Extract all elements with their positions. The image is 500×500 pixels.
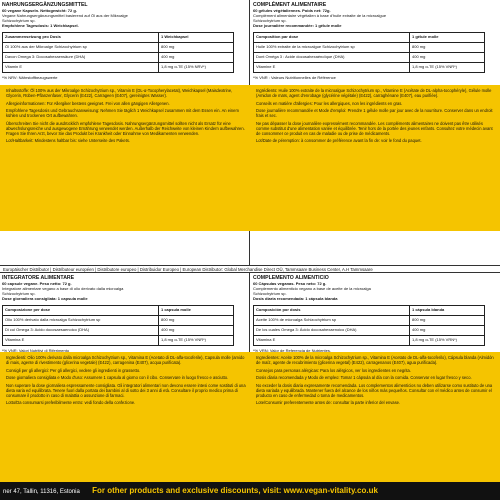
table-header: 1 cápsula blanda <box>410 306 485 316</box>
table-cell: 800 mg <box>159 316 234 326</box>
it-usage: Dose giornaliera consigliata e Modo d'uso: Assumere 1 capsula al giorno con il cibo. Conservare in luogo fresco e asciutto. <box>6 375 229 380</box>
table-row <box>3 63 234 73</box>
table-cell: 1,8 mg α-TE (15% VNR*) <box>410 63 485 73</box>
table-row <box>3 336 234 346</box>
table-cell: Olio 100% derivato dalla microalga Schizochytrium sp <box>3 316 159 326</box>
de-warnings: Überschreiten Sie nicht die ausdrücklich empfohlene Tagesdosis. Nahrungsergänzungsmittel sollten nicht als Ersatz für eine abwechslungsreiche und ausgewogene Ernährung verwendet werden. Außerhalb der Reichweite von kleinen Kindern aufbewahren. Fragen Sie Ihren Arzt, bevor Sie das Produkt bei Krankheit oder Einnahme von Medikamenten verwenden. <box>6 120 245 136</box>
fr-usage: Dose journalière recommandée et Mode d'emploi: Prendre 1 gélule molle par jour avec de la nourriture. Conserver dans un endroit frais et sec. <box>256 108 493 118</box>
es-footnote: *% VRN: Valor de Referencia de Nutrientes. <box>253 348 331 353</box>
es-nutrition-table <box>253 305 485 346</box>
table-row <box>254 316 485 326</box>
table-row <box>3 316 234 326</box>
it-line: 60 capsule vegane. Peso netto: 72 g. <box>2 281 72 286</box>
de-footnote: *% NRV: Nährstoffbezugswerte <box>2 75 58 80</box>
table-cell: 400 mg <box>159 326 234 336</box>
table-row <box>3 53 234 63</box>
footer-bar <box>0 482 500 500</box>
de-lot: Lot/Haltbarkeit: Mindestens haltbar bis: siehe Unterseite des Pakets. <box>6 138 131 143</box>
es-line: Schizochytrium sp. <box>253 291 287 296</box>
table-cell: Vitamina E <box>254 336 410 346</box>
es-line: 60 Cápsulas veganas. Peso neto: 72 g. <box>253 281 327 286</box>
es-line: Dosis diaria recomendada: 1 cápsula blanda <box>253 296 338 301</box>
table-cell: 400 mg <box>410 53 485 63</box>
fr-line: Schizochytrium sp. <box>253 18 287 23</box>
it-lot: Lotto/Da consumarsi preferibilmente entro: vedi fondo della confezione. <box>6 400 136 405</box>
fr-line: Complément alimentaire végétalien à base d'huile extraite de la microalgue <box>253 13 387 18</box>
table-cell: Dont Oméga 3 : Acide docosahexaénoïque (DHA) <box>254 53 410 63</box>
es-allergy-info: Consejos para personas alérgicas: Para los alérgicos, ver los ingredientes en negrita. <box>256 367 411 373</box>
de-usage: Empfohlene Tagesdosis und Gebrauchsanweisung: Nehmen Sie täglich 1 Weichkapsel zusammen mit dem Essen ein. An einem kühlen und trockenen Ort aufbewahren. <box>6 108 239 118</box>
fr-section <box>253 0 498 80</box>
es-usage: Dosis diaria recomendada y Modo de empleo: Tomar 1 cápsula al día con la comida. Conservar en lugar fresco y seco. <box>256 375 472 380</box>
de-ingredients-block <box>6 88 246 146</box>
fr-nutrition-table <box>253 32 485 73</box>
table-row <box>3 326 234 336</box>
table-cell: 800 mg <box>410 43 485 53</box>
table-header: Composizione per dose <box>3 306 159 316</box>
it-allergy-info: Consigli per gli allergici: Per gli allergici, vedere gli ingredienti in grassetto. <box>6 367 141 373</box>
it-section <box>2 273 247 353</box>
fr-ingredients-block <box>256 88 496 146</box>
table-row <box>254 53 485 63</box>
table-header: 1 Weichkapsel <box>159 33 234 43</box>
es-line: Complemento alimenticio vegano a base de aceite de la microalga <box>253 286 371 291</box>
it-line: Schizochytrium sp. <box>2 291 36 296</box>
de-line: Empfohlene Tagesdosis: 1 Weichkapsel. <box>2 23 79 28</box>
fr-footnote: *% VNR : Valeurs Nutritionnelles de Référence <box>253 75 336 80</box>
fr-title: COMPLÉMENT ALIMENTAIRE <box>253 2 327 8</box>
it-footnote: *% VNR: Valori Nutritivi di Riferimento <box>2 348 70 353</box>
table-row <box>254 326 485 336</box>
es-lot: Lote/Consumir preferentemente antes de: consultar la parte inferior del envase. <box>256 400 401 405</box>
table-header: Zusammensetzung pro Dosis <box>3 33 159 43</box>
table-cell: 400 mg <box>410 326 485 336</box>
es-ingredients: Ingredientes: Aceite 100% de la microalga Schizochytrium sp., Vitamina E (Acetato de DL-alfa-tocoferilo), Cápsula blanda (Almidón de maíz, agente de recubrimiento (glicerina vegetal) (E422), carragenanos (E407), agua purificada). <box>256 355 494 365</box>
table-header: 1 gélule molle <box>410 33 485 43</box>
column-divider <box>249 231 250 265</box>
de-ingredients: Inhaltsstoffe: Öl 100% aus der Mikroalge Schizochytrium sp., Vitamin E (DL-α-Tocopherylacetat), Weichkapsel (Maisdextrine, Glycerin, Rüben-Pflanzenfaser, Glycerin (E422), Carrageen (E407), gereinigtes Wasser). <box>6 88 233 98</box>
it-ingredients: Ingredienti: Olio 100% derivato dalla microalga Schizochytrium sp., Vitamina E (Acetato di DL-alfa-tocoferile), Capsula molle (amido di mais, agente di rivestimento (glicerina vegetale) (E422), carragenina (E407), acqua purificata). <box>6 355 245 365</box>
table-row <box>254 336 485 346</box>
de-line: 60 vegane Kapseln. Nettogewicht: 72 g. <box>2 8 77 13</box>
table-cell: Öl 100% aus der Mikroalge Schizochytrium sp <box>3 43 159 53</box>
table-cell: Vitamine E <box>254 63 410 73</box>
table-cell: Di cui Omega 3: Acido docosaesaenoico (DHA) <box>3 326 159 336</box>
table-row <box>254 43 485 53</box>
de-section <box>2 0 247 80</box>
table-row <box>254 63 485 73</box>
it-line: Dose giornaliera consigliata: 1 capsula molle <box>2 296 88 301</box>
it-nutrition-table <box>2 305 234 346</box>
de-line: Vegane Nahrungsergänzungsmittel basierend auf Öl aus der Mikroalge <box>2 13 128 18</box>
it-line: Integratore alimentare vegano a base di olio derivato dalla microalga <box>2 286 124 291</box>
distributor-bar: Europäischer Distributor | Distributeur européen | Distributore europeo | Distribuidor Europeo | European Distributor: Global Merchandise Direct OÜ, Tammsaare Business Center, A.H Tammsaare <box>0 265 500 273</box>
table-cell: 400 mg <box>159 53 234 63</box>
es-warnings: No exceder la dosis diaria expresamente recomendada. Los complementos alimenticios no deben utilizarse como sustituto de una dieta variada y equilibrada. Mantener fuera del alcance de los niños más pequeños. Consultar con el médico antes de consumir el producto en caso de enfermedad o toma de medicamentos. <box>256 382 493 398</box>
es-section <box>253 273 498 353</box>
it-ingredients-block <box>6 355 246 408</box>
fr-warnings: Ne pas dépasser la dose journalière expressément recommandée. Les compléments alimentaires ne doivent pas être utilisés comme substitut d'une alimentation variée et équilibrée. Tenir hors de la portée des jeunes enfants. Consultez votre médecin avant de consommer ce produit en cas de maladie ou de prise de médicaments. <box>256 120 493 136</box>
table-cell: Vitamin E <box>3 63 159 73</box>
fr-lot: Lot/Date de péremption: à consommer de préférence avant la fin de: voir le fond du paquet. <box>256 138 422 143</box>
table-cell: Davon Omega 3: Docosahexaensäure (DHA) <box>3 53 159 63</box>
de-title: NAHRUNGSERGÄNZUNGSMITTEL <box>2 2 88 8</box>
table-cell: 800 mg <box>159 43 234 53</box>
de-allergy-info: Allergieinformationen: Für Allergiker bestens geeignet. Frei von allen gängigen Allergenen. <box>6 100 170 106</box>
table-cell: 800 mg <box>410 316 485 326</box>
table-header: 1 capsula molle <box>159 306 234 316</box>
es-title: COMPLEMENTO ALIMENTICIO <box>253 275 329 281</box>
column-divider <box>249 273 250 352</box>
it-title: INTEGRATORE ALIMENTARE <box>2 275 75 281</box>
de-nutrition-table <box>2 32 234 73</box>
fr-line: Dose journalière recommandée: 1 gélule molle <box>253 23 342 28</box>
table-cell: Vitamina E <box>3 336 159 346</box>
column-divider <box>249 0 250 85</box>
table-cell: 1,8 mg α-TE (15% VRN*) <box>410 336 485 346</box>
yellow-band-bottom <box>0 352 500 482</box>
table-cell: 1,8 mg α-TE (15% NRV*) <box>159 63 234 73</box>
table-cell: De los cuales Omega 3: Ácido docosahexaenoico (DHA) <box>254 326 410 336</box>
table-cell: Aceite 100% de microalga Schizochytrium sp <box>254 316 410 326</box>
fr-allergy-info: Conseils en matière d'allergies: Pour les allergiques, non les ingrédients en gras. <box>256 100 403 106</box>
yellow-band-top <box>0 85 500 231</box>
de-line: Schizochytrium sp. <box>2 18 36 23</box>
fr-line: 60 gélules végétaliennes. Poids net: 72g. <box>253 8 331 13</box>
table-row <box>3 43 234 53</box>
table-header: Composición por dosis <box>254 306 410 316</box>
footer-address: ner 47, Tallin, 11316, Estonia <box>3 489 80 495</box>
table-header: Composition par dose <box>254 33 410 43</box>
es-ingredients-block <box>256 355 496 408</box>
table-cell: 1,8 mg α-TE (15% VNR*) <box>159 336 234 346</box>
it-warnings: Non superare la dose giornaliera espressamente consigliata. Gli integratori alimentari non devono essere intesi come sostituti di una dieta varia ed equilibrata. Tenere fuori dalla portata dei bambini al di sotto dei 3 anni di età. Consultare il proprio medico prima di consumare il prodotto in caso di malattia o assunzione di farmaci. <box>6 382 246 398</box>
fr-ingredients: Ingrédients: Huile 100% extraite de la microalgue Schizochytrium sp., Vitamine E (Acétate de DL-alpha-tocophéryle), Gélule molle (Amidon de maïs, agent d'enrobage (glycérine végétale) (E422), carraghénane (E407), eau purifiée). <box>256 88 492 98</box>
table-cell: Huile 100% extraite de la microalgue Schizochytrium sp <box>254 43 410 53</box>
footer-slogan: For other products and exclusive discounts, visit: www.vegan-vitality.co.uk <box>92 486 378 495</box>
